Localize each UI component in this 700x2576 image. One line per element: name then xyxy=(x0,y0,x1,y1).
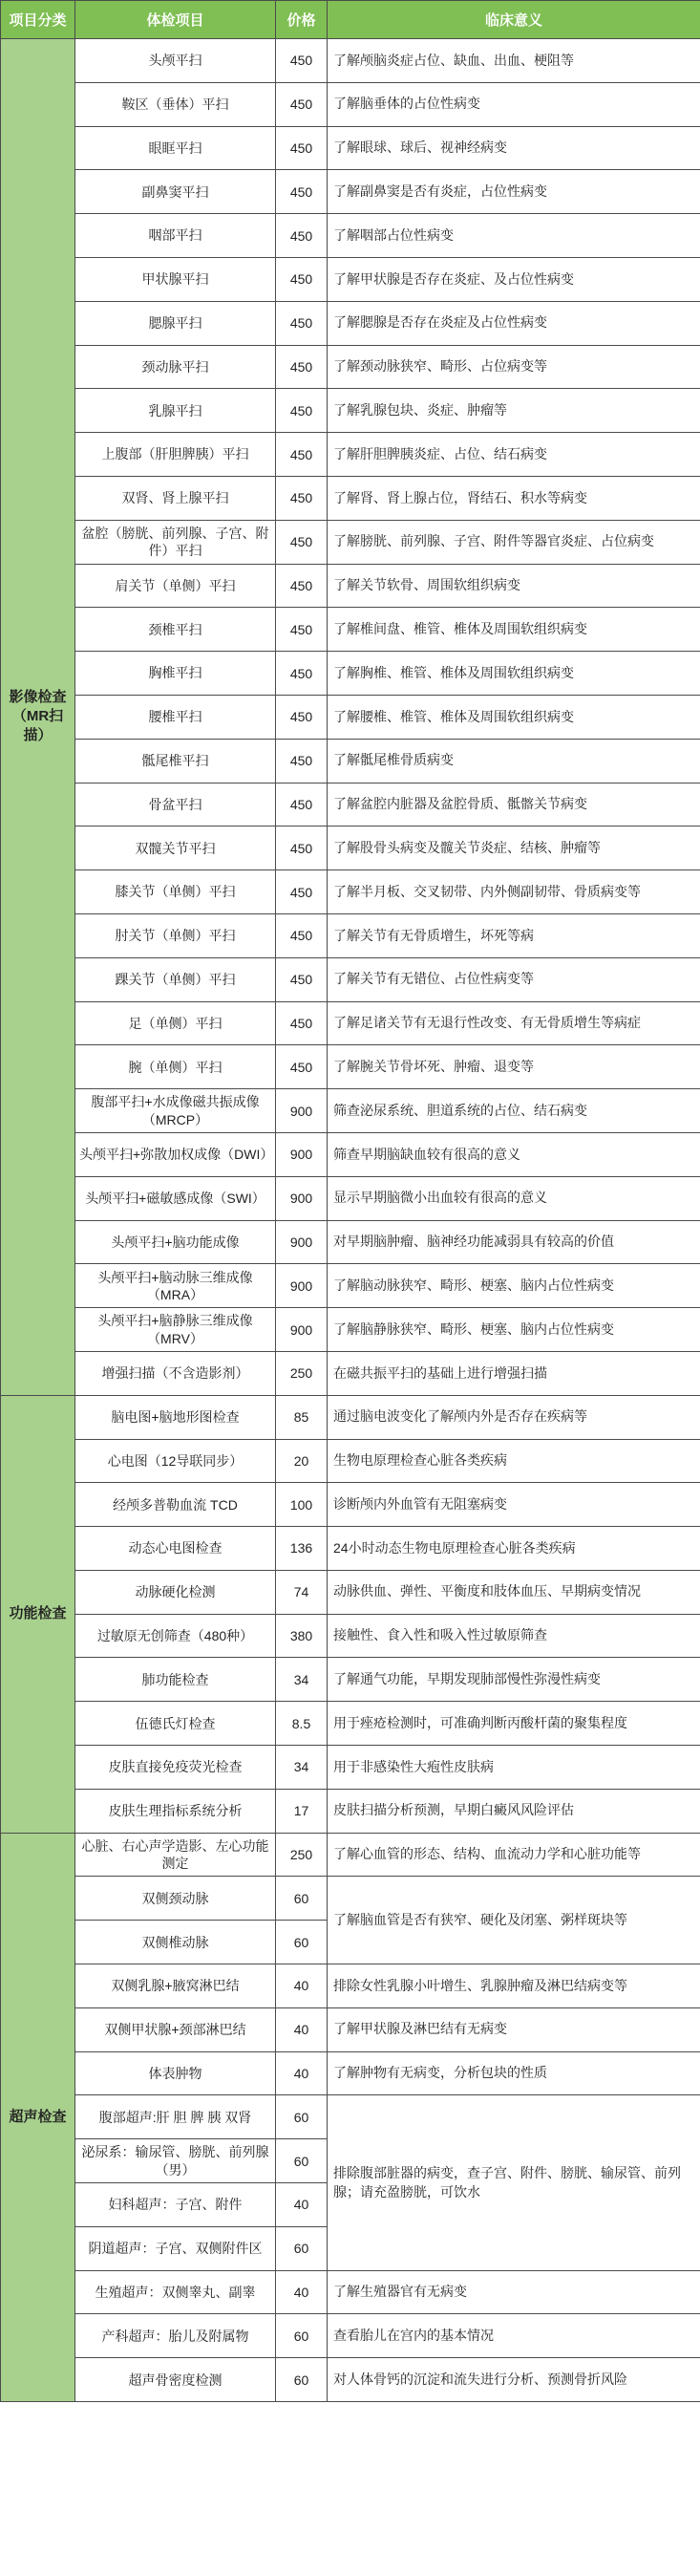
price-cell: 60 xyxy=(276,1877,328,1921)
price-cell: 450 xyxy=(276,257,328,301)
category-cell: 功能检查 xyxy=(1,1395,75,1833)
item-cell: 鞍区（垂体）平扫 xyxy=(75,82,276,126)
table-row xyxy=(1,1264,700,1308)
table-row xyxy=(1,2270,700,2314)
price-cell: 900 xyxy=(276,1089,328,1133)
clinical-meaning-cell: 接触性、食入性和吸入性过敏原筛查 xyxy=(328,1614,700,1658)
item-cell: 咽部平扫 xyxy=(75,214,276,258)
clinical-meaning-cell: 了解股骨头病变及髋关节炎症、结核、肿瘤等 xyxy=(328,826,700,870)
clinical-meaning-cell: 了解关节有无骨质增生，坏死等病 xyxy=(328,913,700,957)
price-cell: 60 xyxy=(276,1921,328,1964)
price-cell: 60 xyxy=(276,2139,328,2183)
item-cell: 腕（单侧）平扫 xyxy=(75,1045,276,1089)
clinical-meaning-cell: 了解半月板、交叉韧带、内外侧副韧带、骨质病变等 xyxy=(328,870,700,914)
price-cell: 900 xyxy=(276,1220,328,1264)
table-row xyxy=(1,1220,700,1264)
item-cell: 胸椎平扫 xyxy=(75,652,276,696)
item-cell: 双肾、肾上腺平扫 xyxy=(75,476,276,520)
price-cell: 85 xyxy=(276,1395,328,1439)
item-cell: 过敏原无创筛查（480种） xyxy=(75,1614,276,1658)
item-cell: 头颅平扫+弥散加权成像（DWI） xyxy=(75,1132,276,1176)
item-cell: 上腹部（肝胆脾胰）平扫 xyxy=(75,433,276,477)
item-cell: 双侧乳腺+腋窝淋巴结 xyxy=(75,1964,276,2008)
price-cell: 40 xyxy=(276,1964,328,2008)
item-cell: 动态心电图检查 xyxy=(75,1527,276,1571)
item-cell: 体表肿物 xyxy=(75,2051,276,2095)
item-cell: 头颅平扫+脑功能成像 xyxy=(75,1220,276,1264)
item-cell: 踝关节（单侧）平扫 xyxy=(75,957,276,1001)
price-cell: 450 xyxy=(276,82,328,126)
price-cell: 900 xyxy=(276,1132,328,1176)
clinical-meaning-cell: 在磁共振平扫的基础上进行增强扫描 xyxy=(328,1351,700,1395)
category-cell: 影像检查（MR扫描） xyxy=(1,39,75,1396)
price-cell: 450 xyxy=(276,520,328,564)
clinical-meaning-cell: 了解副鼻窦是否有炎症，占位性病变 xyxy=(328,170,700,214)
clinical-meaning-cell: 了解脑垂体的占位性病变 xyxy=(328,82,700,126)
item-cell: 阴道超声：子宫、双侧附件区 xyxy=(75,2226,276,2270)
item-cell: 经颅多普勒血流 TCD xyxy=(75,1483,276,1527)
price-cell: 20 xyxy=(276,1439,328,1483)
price-cell: 136 xyxy=(276,1527,328,1571)
clinical-meaning-cell: 了解脑静脉狭窄、畸形、梗塞、脑内占位性病变 xyxy=(328,1308,700,1352)
clinical-meaning-cell: 了解椎间盘、椎管、椎体及周围软组织病变 xyxy=(328,608,700,652)
table-row xyxy=(1,608,700,652)
table-row xyxy=(1,2095,700,2139)
clinical-meaning-cell: 了解乳腺包块、炎症、肿瘤等 xyxy=(328,389,700,433)
clinical-meaning-cell: 了解关节软骨、周围软组织病变 xyxy=(328,564,700,608)
table-row xyxy=(1,1176,700,1220)
price-cell: 17 xyxy=(276,1789,328,1833)
clinical-meaning-cell: 排除腹部脏器的病变，查子宫、附件、膀胱、输尿管、前列腺；请充盈膀胱，可饮水 xyxy=(328,2095,700,2270)
clinical-meaning-cell: 动脉供血、弹性、平衡度和肢体血压、早期病变情况 xyxy=(328,1570,700,1614)
price-cell: 450 xyxy=(276,695,328,739)
clinical-meaning-cell: 了解生殖器官有无病变 xyxy=(328,2270,700,2314)
price-cell: 8.5 xyxy=(276,1702,328,1746)
category-cell: 超声检查 xyxy=(1,1833,75,2401)
clinical-meaning-cell: 了解脑动脉狭窄、畸形、梗塞、脑内占位性病变 xyxy=(328,1264,700,1308)
item-cell: 生殖超声：双侧睾丸、副睾 xyxy=(75,2270,276,2314)
clinical-meaning-cell: 了解肾、肾上腺占位，肾结石、积水等病变 xyxy=(328,476,700,520)
table-row xyxy=(1,1833,700,1877)
item-cell: 骶尾椎平扫 xyxy=(75,739,276,783)
item-cell: 超声骨密度检测 xyxy=(75,2358,276,2402)
clinical-meaning-cell: 生物电原理检查心脏各类疾病 xyxy=(328,1439,700,1483)
clinical-meaning-cell: 通过脑电波变化了解颅内外是否存在疾病等 xyxy=(328,1395,700,1439)
table-row xyxy=(1,2314,700,2358)
table-row xyxy=(1,2051,700,2095)
price-cell: 250 xyxy=(276,1833,328,1877)
table-row xyxy=(1,564,700,608)
table-row xyxy=(1,2007,700,2051)
price-cell: 450 xyxy=(276,389,328,433)
clinical-meaning-cell: 了解腮腺是否存在炎症及占位性病变 xyxy=(328,301,700,345)
clinical-meaning-cell: 了解肿物有无病变，分析包块的性质 xyxy=(328,2051,700,2095)
clinical-meaning-cell: 用于痤疮检测时，可准确判断丙酸杆菌的聚集程度 xyxy=(328,1702,700,1746)
clinical-meaning-cell: 了解膀胱、前列腺、子宫、附件等器官炎症、占位病变 xyxy=(328,520,700,564)
clinical-meaning-cell: 了解颈动脉狭窄、畸形、占位病变等 xyxy=(328,345,700,389)
table-row xyxy=(1,389,700,433)
item-cell: 头颅平扫+脑动脉三维成像（MRA） xyxy=(75,1264,276,1308)
table-row xyxy=(1,301,700,345)
item-cell: 骨盆平扫 xyxy=(75,783,276,826)
item-cell: 腹部平扫+水成像磁共振成像（MRCP） xyxy=(75,1089,276,1133)
table-row xyxy=(1,695,700,739)
header-item: 体检项目 xyxy=(75,1,276,39)
price-cell: 34 xyxy=(276,1746,328,1790)
table-row xyxy=(1,39,700,83)
item-cell: 心脏、右心声学造影、左心功能测定 xyxy=(75,1833,276,1877)
price-cell: 450 xyxy=(276,301,328,345)
price-cell: 450 xyxy=(276,739,328,783)
item-cell: 膝关节（单侧）平扫 xyxy=(75,870,276,914)
price-cell: 450 xyxy=(276,345,328,389)
item-cell: 产科超声：胎儿及附属物 xyxy=(75,2314,276,2358)
item-cell: 妇科超声：子宫、附件 xyxy=(75,2183,276,2227)
item-cell: 心电图（12导联同步） xyxy=(75,1439,276,1483)
item-cell: 头颅平扫+脑静脉三维成像（MRV） xyxy=(75,1308,276,1352)
item-cell: 颈动脉平扫 xyxy=(75,345,276,389)
item-cell: 盆腔（膀胱、前列腺、子宫、附件）平扫 xyxy=(75,520,276,564)
table-row xyxy=(1,1702,700,1746)
clinical-meaning-cell: 用于非感染性大疱性皮肤病 xyxy=(328,1746,700,1790)
item-cell: 腰椎平扫 xyxy=(75,695,276,739)
price-cell: 40 xyxy=(276,2051,328,2095)
table-row xyxy=(1,1483,700,1527)
table-row xyxy=(1,913,700,957)
table-row xyxy=(1,1964,700,2008)
table-row xyxy=(1,1001,700,1045)
item-cell: 皮肤直接免疫荧光检查 xyxy=(75,1746,276,1790)
price-cell: 450 xyxy=(276,39,328,83)
table-row xyxy=(1,476,700,520)
item-cell: 脑电图+脑地形图检查 xyxy=(75,1395,276,1439)
price-cell: 450 xyxy=(276,783,328,826)
table-row xyxy=(1,1439,700,1483)
clinical-meaning-cell: 了解心血管的形态、结构、血流动力学和心脏功能等 xyxy=(328,1833,700,1877)
table-row xyxy=(1,2358,700,2402)
item-cell: 皮肤生理指标系统分析 xyxy=(75,1789,276,1833)
table-header-row xyxy=(1,1,700,39)
table-row xyxy=(1,126,700,170)
clinical-meaning-cell: 了解腰椎、椎管、椎体及周围软组织病变 xyxy=(328,695,700,739)
price-cell: 450 xyxy=(276,126,328,170)
item-cell: 双髋关节平扫 xyxy=(75,826,276,870)
price-cell: 450 xyxy=(276,170,328,214)
item-cell: 伍德氏灯检查 xyxy=(75,1702,276,1746)
table-row xyxy=(1,1132,700,1176)
table-row xyxy=(1,870,700,914)
clinical-meaning-cell: 了解通气功能，早期发现肺部慢性弥漫性病变 xyxy=(328,1658,700,1702)
clinical-meaning-cell: 皮肤扫描分析预测，早期白癜风风险评估 xyxy=(328,1789,700,1833)
table-row xyxy=(1,520,700,564)
item-cell: 腹部超声:肝 胆 脾 胰 双肾 xyxy=(75,2095,276,2139)
header-price: 价格 xyxy=(276,1,328,39)
header-meaning: 临床意义 xyxy=(328,1,700,39)
price-cell: 900 xyxy=(276,1176,328,1220)
price-cell: 450 xyxy=(276,608,328,652)
price-cell: 60 xyxy=(276,2358,328,2402)
clinical-meaning-cell: 24小时动态生物电原理检查心脏各类疾病 xyxy=(328,1527,700,1571)
table-row xyxy=(1,257,700,301)
price-cell: 450 xyxy=(276,214,328,258)
price-cell: 900 xyxy=(276,1308,328,1352)
item-cell: 肺功能检查 xyxy=(75,1658,276,1702)
table-row xyxy=(1,82,700,126)
price-cell: 34 xyxy=(276,1658,328,1702)
clinical-meaning-cell: 了解颅脑炎症占位、缺血、出血、梗阻等 xyxy=(328,39,700,83)
item-cell: 腮腺平扫 xyxy=(75,301,276,345)
item-cell: 副鼻窦平扫 xyxy=(75,170,276,214)
clinical-meaning-cell: 了解盆腔内脏器及盆腔骨质、骶髂关节病变 xyxy=(328,783,700,826)
price-cell: 450 xyxy=(276,433,328,477)
price-cell: 60 xyxy=(276,2314,328,2358)
clinical-meaning-cell: 了解咽部占位性病变 xyxy=(328,214,700,258)
price-cell: 380 xyxy=(276,1614,328,1658)
item-cell: 颈椎平扫 xyxy=(75,608,276,652)
table-row xyxy=(1,214,700,258)
table-row xyxy=(1,1527,700,1571)
clinical-meaning-cell: 了解胸椎、椎管、椎体及周围软组织病变 xyxy=(328,652,700,696)
clinical-meaning-cell: 了解腕关节骨坏死、肿瘤、退变等 xyxy=(328,1045,700,1089)
price-cell: 40 xyxy=(276,2007,328,2051)
clinical-meaning-cell: 对早期脑肿瘤、脑神经功能减弱具有较高的价值 xyxy=(328,1220,700,1264)
table-row xyxy=(1,1877,700,1921)
price-cell: 74 xyxy=(276,1570,328,1614)
clinical-meaning-cell: 了解关节有无错位、占位性病变等 xyxy=(328,957,700,1001)
item-cell: 双侧椎动脉 xyxy=(75,1921,276,1964)
item-cell: 头颅平扫+磁敏感成像（SWI） xyxy=(75,1176,276,1220)
clinical-meaning-cell: 诊断颅内外血管有无阻塞病变 xyxy=(328,1483,700,1527)
header-category: 项目分类 xyxy=(1,1,75,39)
price-cell: 60 xyxy=(276,2226,328,2270)
table-row xyxy=(1,1746,700,1790)
clinical-meaning-cell: 了解甲状腺是否存在炎症、及占位性病变 xyxy=(328,257,700,301)
price-cell: 60 xyxy=(276,2095,328,2139)
clinical-meaning-cell: 查看胎儿在宫内的基本情况 xyxy=(328,2314,700,2358)
table-row xyxy=(1,739,700,783)
item-cell: 足（单侧）平扫 xyxy=(75,1001,276,1045)
item-cell: 眼眶平扫 xyxy=(75,126,276,170)
price-cell: 450 xyxy=(276,957,328,1001)
price-cell: 450 xyxy=(276,564,328,608)
item-cell: 甲状腺平扫 xyxy=(75,257,276,301)
clinical-meaning-cell: 筛查泌尿系统、胆道系统的占位、结石病变 xyxy=(328,1089,700,1133)
item-cell: 乳腺平扫 xyxy=(75,389,276,433)
table-row xyxy=(1,1089,700,1133)
table-row xyxy=(1,652,700,696)
table-body xyxy=(1,39,700,2402)
table-row xyxy=(1,433,700,477)
table-row xyxy=(1,1308,700,1352)
item-cell: 肩关节（单侧）平扫 xyxy=(75,564,276,608)
clinical-meaning-cell: 了解甲状腺及淋巴结有无病变 xyxy=(328,2007,700,2051)
table-row xyxy=(1,826,700,870)
table-row xyxy=(1,170,700,214)
price-cell: 40 xyxy=(276,2270,328,2314)
clinical-meaning-cell: 排除女性乳腺小叶增生、乳腺肿瘤及淋巴结病变等 xyxy=(328,1964,700,2008)
clinical-meaning-cell: 了解骶尾椎骨质病变 xyxy=(328,739,700,783)
clinical-meaning-cell: 了解足诸关节有无退行性改变、有无骨质增生等病症 xyxy=(328,1001,700,1045)
table-row xyxy=(1,783,700,826)
table-row xyxy=(1,1789,700,1833)
item-cell: 泌尿系：输尿管、膀胱、前列腺（男） xyxy=(75,2139,276,2183)
table-row xyxy=(1,1395,700,1439)
item-cell: 动脉硬化检测 xyxy=(75,1570,276,1614)
clinical-meaning-cell: 筛查早期脑缺血较有很高的意义 xyxy=(328,1132,700,1176)
table-row xyxy=(1,957,700,1001)
price-cell: 450 xyxy=(276,652,328,696)
item-cell: 双侧甲状腺+颈部淋巴结 xyxy=(75,2007,276,2051)
clinical-meaning-cell: 了解脑血管是否有狭窄、硬化及闭塞、粥样斑块等 xyxy=(328,1877,700,1964)
price-cell: 450 xyxy=(276,826,328,870)
price-cell: 450 xyxy=(276,1045,328,1089)
item-cell: 头颅平扫 xyxy=(75,39,276,83)
table-row xyxy=(1,345,700,389)
price-cell: 450 xyxy=(276,1001,328,1045)
table-row xyxy=(1,1614,700,1658)
clinical-meaning-cell: 显示早期脑微小出血较有很高的意义 xyxy=(328,1176,700,1220)
price-cell: 250 xyxy=(276,1351,328,1395)
item-cell: 双侧颈动脉 xyxy=(75,1877,276,1921)
clinical-meaning-cell: 了解眼球、球后、视神经病变 xyxy=(328,126,700,170)
price-cell: 40 xyxy=(276,2183,328,2227)
table-row xyxy=(1,1570,700,1614)
price-cell: 450 xyxy=(276,913,328,957)
table-row xyxy=(1,1351,700,1395)
price-cell: 450 xyxy=(276,476,328,520)
table-row xyxy=(1,1658,700,1702)
price-cell: 900 xyxy=(276,1264,328,1308)
clinical-meaning-cell: 对人体骨钙的沉淀和流失进行分析、预测骨折风险 xyxy=(328,2358,700,2402)
item-cell: 肘关节（单侧）平扫 xyxy=(75,913,276,957)
price-cell: 450 xyxy=(276,870,328,914)
clinical-meaning-cell: 了解肝胆脾胰炎症、占位、结石病变 xyxy=(328,433,700,477)
item-cell: 增强扫描（不含造影剂） xyxy=(75,1351,276,1395)
price-cell: 100 xyxy=(276,1483,328,1527)
table-row xyxy=(1,1045,700,1089)
